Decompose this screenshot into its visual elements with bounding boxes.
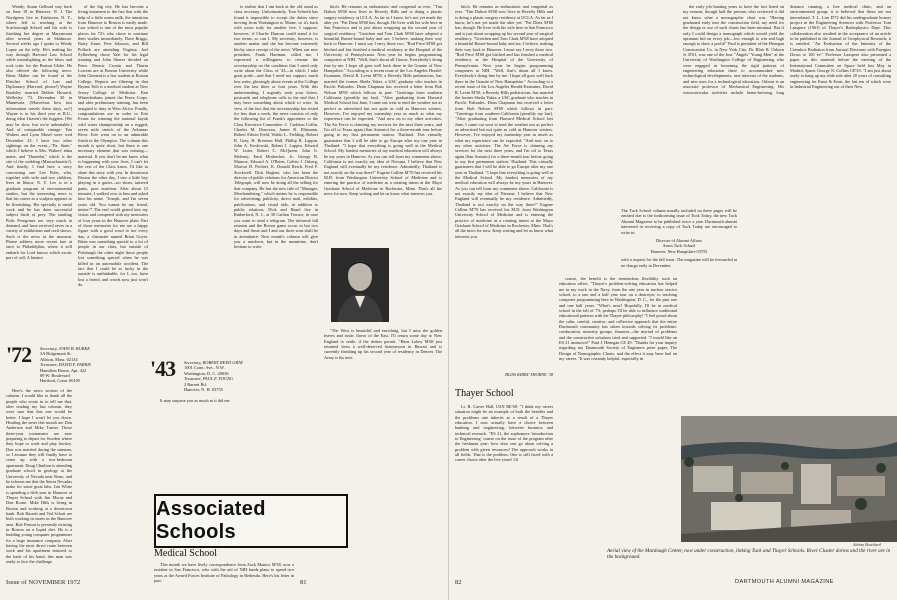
address-line: 1001 Conn. Ave., N.W. xyxy=(184,365,225,371)
text-block: Here's the news section of the column. I would like to thank all the people who wrote in to tell me that, after reading my last column, they were sure that this one would be better. I hope I won't let you down. Heading the news this month are Don Anderson and Mike Turner. Those three-year roommates are now preparing to depart for Sweden where they hope to work and play hockey. Don was married during the summer, so I assume they will finally have to come up with a two-bedroom apartment. Doug Charlton is attending graduate school in geology at the University of Nevada near Reno, and he informs me that the Sierra Nevadas make for some great labs. Jim White is spending a fifth year in Hanover at Thayer School with Jim Mootz and Don Rouse. Mike Hills is living in Boston and working at a downtown bank. Bob Bassett and Ted Schott are both working in stores in the Hanover area. Bob Fenton is presently existing in Boston on a liquid diet. He is a budding young computer programmer for a large insurance company. After having the most direct route between work and his apartment tattooed to the back of his hand, this man was ready to face the challenge xyxy=(6,388,72,564)
address-line: Hamilton House, Apt. 422 xyxy=(40,367,87,373)
right-page xyxy=(448,0,897,600)
text-block: the early job hunting years to have the fact listed on my resume, though half the persons who reviewed it did not know what a nomographic chart was. "Having graduated early into the construction field, my need for the design or use of such charts has been minimal. But if only I could design a nomograph which would yield the optimum bid on every job—low enough to win and high enough to show a profit!" Paul is president of the Henegan Construction Co. in New York City. Dr. Blair R. Osborn Jr. D'61, was one of the four "Angels" Young Men" at the University of Washington College of Engineering who were engaged in loosening the rigid patterns of engineering education there to accommodate new technological developments, new interests of the students, and new uses for a technological education. Osborn is an associate professor of Mechanical Engineering. His extracurricular activities include home-brewing, long distance running, a free medical clinic, and an environmental group; it is believed that these are not interrelated. T. L. Lim D'72 did his undergraduate honors project in the Engineering Sciences with Professor Tom Laaspere (1961) of Thayer's Radiophysics Dept. This collaboration also resulted in the acceptance of an article to be published in the Journal of Geophysical Research; it is entitled, "An Evaluation of the Intensity of the Cerenkov Radiation from Auroral Electrons with Energies Down to 100 ev." Professor Laaspere also presented a paper on this material before the meeting of the International Committee on Space held last May in Madrid, Spain. George N. Collins CE'35: "I am just about ready to hang up my slide rule after 20 years of consulting engineering for Ernst & Ernst, the last ten of which were in Industrial Engineering out of their New xyxy=(683,4,891,95)
murdough-center-aerial-photo xyxy=(681,416,897,542)
portrait-photo xyxy=(331,248,389,322)
associated-schools-banner: Associated Schools xyxy=(154,494,348,548)
class-43-officers xyxy=(184,360,284,392)
column-6-lower xyxy=(559,276,677,412)
page-number-81: 81 xyxy=(300,579,307,586)
tuck-notice-intro: The Tuck School column usually included on these pages will be omitted due to the forthcoming issue of Tuck Today, the new Tuck Alumni Magazine to be published twice a year. Dartmouth alumni interested in receiving a copy of Tuck Today are encouraged to write to: xyxy=(621,208,737,235)
address-line: Hanover, N. H. 03755 xyxy=(184,387,223,393)
text-block: of the big city. He has become a living testament to the fact that with the help of a little warm milk, the transition from Hanover to Boston is easily made. Law school is one of the most popular places for 72's who chose to continue their studies immediately. Dave Briggs, Barry Jones, Pete Johnson, and Bill Pollack are attending Virginia. Joel Zylberberg chose Yale for his legal training and John Shaver decided on Penn. Dennis Cronin and Thurm Lowens are at Boston University while John Clement is a law student at Boston College. Reports are filtering in that Bryant Toth is a medical student at New Jersey College of Medicine. Ken Winterbotham joined the Peace Corps, and after preliminary training, has been assigned to duty in West Africa. Finally, congratulations are in order to Erie Evans for winning the national kayak wild water championship on a rugged, seven mile stretch of the Arkansas River. Erie went on to an admirable finish in the Olympics. The column this month is quite short, but there is one necessary element that was missing—material. If you don't let me know what is happening with your lives, I can't let the rest of the Class know. I'd like to share this story with you. In downtown Boston the other day, I saw a little boy playing in a gutter—no shoes, tattered pants, poor nutrition. After about 15 minutes, I walked over to him and asked him his name. "Joseph, and I'm seven years old. You wanna be my friend, mister?" The real world grated into my vision and competed with my memories of four years in the Hanover plain. Part of those memories for me are a happy figure with a good word to me every day, a classmate named Brian Goyer. Brian was something special to a lot of people in our class, but outside of Pittsburgh the other night those people lost something special when he was killed in an automobile accident. The fact that I could be so lucky in the outside is unthinkable, for I, too, have lost a friend, and words now just won't do. xyxy=(78,4,148,287)
text-block: hitch. He remains as enthusiastic and congenial as ever. "Tim Dalton M'68 now lives in Beverly Hills and is doing a plastic surgery residency at UCLA. As far as I know, he's not yet made the alter yet. "Pat Dietz M'68 has, though. He lives with his wife here in San Francisco and is just about wrapping up his second year of surgical residency. "Gretchen and Tom Clark M'68 have adopted a beautiful Basset-hound baby and are, I believe, making their way back to Hanover. I must say I envy those two. "Rod Price M'68 got hitched and has finished a medical residency at the Hospital of the University of Pennsylvania. Next year he begins programming computers at NIH. "Well, that's about all I know. Everybody's doing fine by me. I hope all goes well back there in the Granite of New Hampshire." According to a recent issue of the Los Angeles Herald-Examiner, David R. Levin M'59, a Beverly Hills pediatrician, has married the former Sheila Yaker, a USC graduate who teaches in Pacific Palisades. Dean Chapman has received a letter from Bob Nelson M'69 which follows in part: "Greetings from southern California (possibly my last). "After graduating from Harvard Medical School last June, I came out west to tend the weather not as perfect as advertised but not quite as cold as Hanover winters. However, I've enjoyed my internship year as much as what my experience can be expected. "And now on to my other activities: The Air Force is claiming my services for the next three years, and I'm off to Texas again (San Antonio) for a three-month tour before going to my first permanent station: Thailand. This virtually guarantees that I will be able to go Europe after my one year in Thailand. "I hope that everything is going well at the Medical School. My fondest memories of my medical education will always be my years in Hanover. As you can tell from my comments above, California is not exactly my idea of Nirvana. I believe that New England will eventually be my residence. Admittedly, Thailand is not exactly on the way there!" Eugene Collins M'70 has received his M.D. from Washington University School of Medicine and is entering the practice of medicine as a rotating intern at the Mayo Graduate School of Medicine in Rochester, Minn. That's all the news for now. Keep writing and let us know what interests you. xyxy=(324,4,442,197)
tuck-notice-address-2: Amos Tuck School xyxy=(662,243,696,249)
text-block: It may surprise you as much as it did me xyxy=(160,398,230,403)
tuck-notice-address-3: Hanover, New Hampshire 03755 xyxy=(650,248,708,254)
column-3-upper xyxy=(234,4,318,354)
address-line: Hartford, Conn. 06105 xyxy=(40,378,80,384)
photo-credit: Adrian Bouchard xyxy=(853,542,881,547)
address-line: 3A Ridgemont St. xyxy=(40,351,72,357)
secretary: Secretary, JOHN B. BURKE xyxy=(40,346,90,351)
column-3-spacer xyxy=(154,4,228,354)
magazine-footer: DARTMOUTH ALUMNI MAGAZINE xyxy=(735,579,834,585)
address-line: Washington, D. C. 20036 xyxy=(184,370,229,376)
column-5-lower xyxy=(455,404,553,574)
aerial-photo xyxy=(681,416,897,542)
address-line: Allston, Mass. 02134 xyxy=(40,356,78,362)
text-block: This month we have lively correspondence from Zack Manios M'58, now a resident in San Francisco, who with the aid of NIH funds plans to spend two years at the Armed Forces Institute of Pathology in Bethesda. Here's his letter in part: xyxy=(154,562,294,584)
column-2-upper xyxy=(78,4,148,338)
tuck-notice-outro: with a request for the fall issue. The magazine will be forwarded at no charge early in December. xyxy=(621,257,737,268)
signature: BLISS KIRBY THORNE '38 xyxy=(505,372,553,377)
page-number-82: 82 xyxy=(455,579,462,586)
class-72-officers xyxy=(40,346,140,384)
treasurer: Treasurer, PAUL F. YOUNG xyxy=(184,376,234,382)
left-page xyxy=(0,0,448,600)
treasurer: Treasurer, DAVID F. FARRIS xyxy=(40,362,91,368)
column-4-lower xyxy=(324,328,442,574)
column-4-upper xyxy=(324,4,442,244)
medical-school-intro xyxy=(154,562,294,584)
thayer-school-heading: Thayer School xyxy=(455,388,514,399)
class-43-intro xyxy=(154,398,294,412)
class-43-header xyxy=(150,356,300,393)
class-year: '72 xyxy=(6,342,32,367)
column-5-text xyxy=(455,4,553,374)
dick-bugbee-portrait xyxy=(331,248,389,322)
address-line: 89 W. Boulevard xyxy=(40,373,70,379)
text-block: Wendy; Susan Gelburd way back on June 18 in Hanover, N. J. The Nordgrens live in Fairhaven, N. Y., where Jeff is teaching at the Scarborough School and his wife is finishing her degree at Marymount after several years at Skidmore. Several weeks ago I spoke to Windy Lopez on the telly. He's making his way through Harvard Law School while moonlighting as the blues and rock critic for the Boston Globe. He also offered the following news: Brian Maher can be found at the Fletcher School of Law and Diplomacy (Harvard, please!) Wayne Bardsley married Debbie Howard, Wellesley '72, December 30 in Minnesota. (Marvelous how fast information travels these days, no?) Wayne is in his third year at B.U., doing what I haven't the foggiest. (We may be slow, but we're unbeatable.) And of comparable vintage: Tim Walters and Lynn Masel were wed December 23. I have two other sightings on the event—"Pa. State," which I believe is Mrs. Walters' alma mater, and "Dunedin," which is the site of the wedding (Massachusetts?). And finally, I find here a story concerning one Lee Pulis, who, together with wife and two children, lives in Ithaca, N. Y. Lee is in a graduate program of environmental studies, but the interesting news is that his career as a sculptor appears to be flourishing. His specialty is metal work and he has done successful subject birds of prey. The startling Pulis Peregrines are very much in demand, and have received raves in a variety of exhibitions and craft shows. Such is the news at the moment. Please address more recent fare at once to Philadelphia, where it will embark for Lord knows which exotic port of call. A bientot. xyxy=(6,4,72,261)
column-7 xyxy=(683,4,891,412)
photo-caption: Aerial view of the Murdough Center, now under construction, linking Tuck and Thayer Schools. River Cluster dorms and the river are in the background. xyxy=(607,548,891,561)
issue-footer: Issue of NOVEMBER 1972 xyxy=(6,579,81,586)
text-block: hitch. He remains as enthusiastic and congenial as ever. "Tim Dalton M'68 now lives in Beverly Hills and is doing a plastic surgery residency at UCLA. As far as I know, he's not yet made the alter yet. "Pat Dietz M'68 has, though. He lives with his wife here in San Francisco and is just about wrapping up his second year of surgical residency. "Gretchen and Tom Clark M'68 have adopted a beautiful Basset-hound baby and are, I believe, making their way back to Hanover. I must say I envy those two. "Rod Price M'68 got hitched and has finished a medical residency at the Hospital of the University of Pennsylvania. Next year he begins programming computers at NIH. "Well, that's about all I know. Everybody's doing fine by me. I hope all goes well back there in the Granite of New Hampshire." According to a recent issue of the Los Angeles Herald-Examiner, David R. Levin M'59, a Beverly Hills pediatrician, has married the former Sheila Yaker, a USC graduate who teaches in Pacific Palisades. Dean Chapman has received a letter from Bob Nelson M'69 which follows in part: "Greetings from southern California (possibly my last). "After graduating from Harvard Medical School last June, I came out west to tend the weather not as perfect as advertised but not quite as cold as Hanover winters. However, I've enjoyed my internship year as much as what my experience can be expected. "And now on to my other activities: The Air Force is claiming my services for the next three years, and I'm off to Texas again (San Antonio) for a three-month tour before going to my first permanent station: Thailand. This virtually guarantees that I will be able to go Europe after my one year in Thailand. "I hope that everything is going well at the Medical School. My fondest memories of my medical education will always be my years in Hanover. As you can tell from my comments above, California is not exactly my idea of Nirvana. I believe that New England will eventually be my residence. Admittedly, Thailand is not exactly on the way there!" Eugene Collins M'70 has received his M.D. from Washington University School of Medicine and is entering the practice of medicine as a rotating intern at the Mayo Graduate School of Medicine in Rochester, Minn. That's all the news for now. Keep writing and let us know what interests you. xyxy=(455,4,553,239)
text-block: Lt. R. Carter Hall, USN BE'68: "I think my career situation might be an example of both the benefits and the problems one inherits as a result of a Thayer education. I now actually have a choice between banking and engineering, between business and technical research. "ES 21, the sophomore 'introduction to Engineering' course on the issue of the program after the freshman year: how does one go about solving a problem with given resources? The approach works in all fields. That is the problem. One is still faced with a career choice after the five years! Of xyxy=(455,404,553,463)
class-year: '43 xyxy=(150,356,176,381)
medical-school-heading: Medical School xyxy=(154,548,218,559)
text-block: to realize that I am back at the old stand as class secretary. Unfortunately, Tom Schroth has found it impossible to accept the duties since moving from Washington to Maine, so it's back with yours truly for another five. I suppose, however, if Charlie Duncan could stand it for two terms, so can I. My secretary, however, is another matter and she has become extremely bitchy since receipt of the news. When our new president, Frank Hartman, called me, I expressed a willingness to resume the secretaryship on the condition that I need only write about the Class of '43—in which I take great pride—and that I need not support, much less write, glowingly about events at the College over the last three or four years. With this understanding, I urgently seek your letters, postcards and telephone calls to the end that I may have something about which to write. In view of the fact that the secretaryship has rested for less than a week, the news consists of only the following list of Frank's appointees to the Class Executive Committee: C. Carleton Coffin, Charles M. Donovan, James B. Ellsmann, Robert Edwin Field, Waldo L. Fielding, Robert R. Gray, H. Brereton Hull, Phillip R. Lappin, John A. Koslowski, Robert I. Lappin, Edward W. Lister, Robert C. McQueen, John G. Meleney, Emil Mosbacher, Jr., George B. Munroe, Edward A. O'Brien, Calvin J. Osberg, Morton H. Pechter, K. Donald Reich, Fred F. Stockwell. Dick Bugbee, who has been the director of public relations for American District Telegraph, will now be doing all the selling for that company. He has the new title of "Manager, Merchandising," which means he is responsible for advertising, publicity, direct mail, exhibits, publications, and visual aids, in addition to public relations. Dick and Hazel live in Rutherford, N. J., at 38 Carlton Terrace, in case you want to send a telegram. The informal fall reunion and the Brown game occur in but two days and Susie and I and our three sons shall be in attendance. Next month's column will give you a rundown, but in the meantime, don't hesitate to write. xyxy=(234,4,318,250)
tuck-notice-address-1: Director of Alumni Affairs xyxy=(656,238,702,244)
text-block: course, the benefit is the tremendous flexibility such an education offers. "Thayer's problem-solving education has helped me in my work in the Navy, from the one year in nuclear reactor school, to a one and a half year tour on a destroyer, to teaching computer programming here in Washington, D. C., for the past one and one half years. "What's next? Hopefully, I'll be in medical school in the fall of '73; perhaps I'll be able to influence traditional educational patterns with the Thayer philosophy! "I feel proud about the calm, careful, creative, and collective approach that the entire Dartmouth community has taken towards solving its problems: coeducation, minority groups, finances—the myriad of problems and the constructive solutions tried and supported. "I would like an ES 21 instructor!" Paul J. Henegan CE 49: "Thanks for your inquiry regarding my Dartmouth Society of Engineers prize paper, The Design of Nomographic Charts, and the effect it may have had on my career. "It was certainly helpful, especially in xyxy=(559,276,677,362)
class-72-header xyxy=(6,342,91,384)
column-1-lower xyxy=(6,388,72,574)
column-1-upper xyxy=(6,4,72,338)
text-block: "The West is beautiful and enriching, but I miss the golden leaves and rustic flavor of the East. I'll return some day to New England to settle, if the deities permit. "Hans Lokey M'68 just returned from a well-deserved honeymoon in Hawaii and is currently finishing up his second year of residency in Denver. The Army is his next xyxy=(324,328,442,360)
secretary: Secretary, ROBERT REED GRAY xyxy=(184,360,244,365)
address-line: 2 Barrett Rd. xyxy=(184,381,207,387)
